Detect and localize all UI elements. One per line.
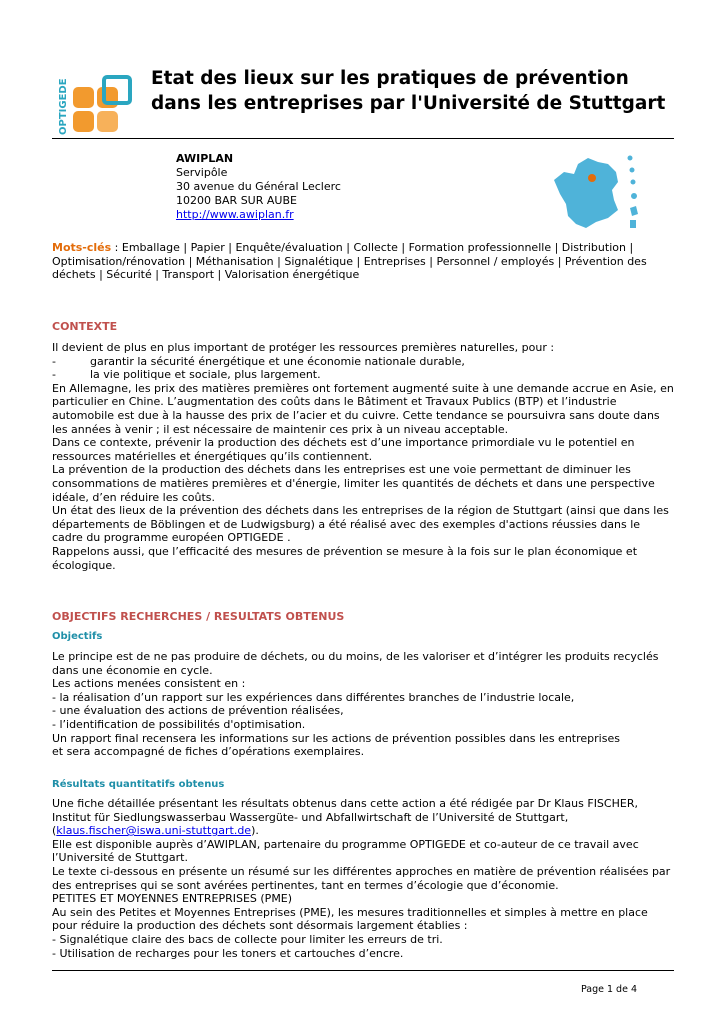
text-line: Une fiche détaillée présentant les résultats obtenus dans cette action a été rédigée par Dr Klaus FISCHER, <box>52 797 638 810</box>
text-line: automobile est due à la hausse des prix de l’acier et du cuivre. Cette tendance se poursuivra sans doute dans <box>52 408 660 422</box>
contact-block <box>176 152 341 222</box>
objectifs-text <box>52 650 678 759</box>
text-line: dans une économie en cycle. <box>52 663 213 677</box>
text-line: Institut für Siedlungswasserbau Wassergüte- und Abfallwirtschaft de l’Université de Stuttgart, <box>52 810 569 824</box>
text-line: - l’identification de possibilités d'optimisation. <box>52 717 306 731</box>
text-line: Le texte ci-dessous en présente un résumé sur les différentes approches en matière de prévention réalisées par <box>52 864 671 878</box>
text-line: Elle est disponible auprès d’AWIPLAN, partenaire du programme OPTIGEDE et co-auteur de ce travail avec <box>52 837 639 851</box>
contact-line3: 10200 BAR SUR AUBE <box>176 194 297 207</box>
contact-url-link[interactable]: http://www.awiplan.fr <box>176 208 294 221</box>
section-title-objectifs: OBJECTIFS RECHERCHES / RESULTATS OBTENUS <box>52 610 345 623</box>
text-line: - la réalisation d’un rapport sur les expériences dans différentes branches de l’industrie locale, <box>52 690 575 704</box>
text-line: Les actions menées consistent en : <box>52 677 246 691</box>
text-line: les années à venir ; il est nécessaire de maintenir ces prix à un niveau acceptable. <box>52 422 509 436</box>
keywords-block: Mots-clés : Emballage | Papier | Enquête/évaluation | Collecte | Formation professionnelle | Distribution | Optimisation/rénovation | Méthanisation | Signalétique | Entreprises | Personnel / employés | Prévention des déchets | Sécurité | Transport | Valorisation énergétique <box>52 241 647 282</box>
text-line: PETITES ET MOYENNES ENTREPRISES (PME) <box>52 892 293 906</box>
text-line: des entreprises qui se sont avérées pertinentes, tant en termes d’écologie que d’économie. <box>52 878 559 892</box>
dash-list-item: - garantir la sécurité énergétique et une économie nationale durable, <box>52 354 465 368</box>
page-number: Page 1 de 4 <box>580 984 637 995</box>
text-line: Le principe est de ne pas produire de déchets, ou du moins, de les valoriser et d’intégrer les produits recyclés <box>52 650 659 663</box>
section-title-contexte: CONTEXTE <box>52 320 118 333</box>
contact-org: AWIPLAN <box>176 152 234 165</box>
footer-divider <box>52 970 674 971</box>
text-line: idéale, d’en réduire les coûts. <box>52 490 216 504</box>
optigede-logo <box>56 73 136 139</box>
text-line: Un état des lieux de la prévention des déchets dans les entreprises de la région de Stuttgart (ainsi que dans les <box>52 504 669 518</box>
france-map-icon <box>546 152 646 232</box>
text-line: Il devient de plus en plus important de protéger les ressources premières naturelles, pour : <box>52 341 555 354</box>
text-line: La prévention de la production des déchets dans les entreprises est une voie permettant de diminuer les <box>52 463 631 477</box>
text-line: cadre du programme européen OPTIGEDE . <box>52 531 291 545</box>
email-line: (klaus.fischer@iswa.uni-stuttgart.de). <box>52 824 259 838</box>
text-line: pour réduire la production des déchets sont désormais largement établies : <box>52 919 468 933</box>
text-line: - une évaluation des actions de prévention réalisées, <box>52 704 344 718</box>
text-line: ressources matérielles et énergétiques qu’ils contiennent. <box>52 449 373 463</box>
dash-list-item: - la vie politique et sociale, plus largement. <box>52 368 321 382</box>
text-line: - Utilisation de recharges pour les toners et cartouches d’encre. <box>52 946 404 960</box>
text-line: Rappelons aussi, que l’efficacité des mesures de prévention se mesure à la fois sur le plan économique et <box>52 544 638 558</box>
text-line: consommations de matières premières et d'énergie, limiter les quantités de déchets et dans une perspective <box>52 476 655 490</box>
subtitle-resultats: Résultats quantitatifs obtenus <box>52 779 225 790</box>
text-line: Un rapport final recensera les informations sur les actions de prévention possibles dans les entreprises <box>52 731 620 745</box>
text-line: et sera accompagné de fiches d’opérations exemplaires. <box>52 745 365 759</box>
contact-line2: 30 avenue du Général Leclerc <box>176 180 341 193</box>
text-line: - Signalétique claire des bacs de collecte pour limiter les erreurs de tri. <box>52 932 443 946</box>
title-divider <box>52 138 674 139</box>
email-link[interactable]: klaus.fischer@iswa.uni-stuttgart.de <box>56 824 252 838</box>
subtitle-objectifs: Objectifs <box>52 631 103 642</box>
text-line: En Allemagne, les prix des matières premières ont fortement augmenté suite à une demande accrue en Asie, en <box>52 381 674 395</box>
text-line: écologique. <box>52 558 116 572</box>
keywords-label: Mots-clés <box>52 241 112 254</box>
text-line: départements de Böblingen et de Ludwigsburg) a été réalisé avec des exemples d'actions réussies dans le <box>52 517 641 531</box>
text-line: Dans ce contexte, prévenir la production des déchets est d’une importance primordiale vu le potentiel en <box>52 436 635 450</box>
contact-line1: Servipôle <box>176 166 228 179</box>
text-line: particulier en Chine. L’augmentation des coûts dans le Bâtiment et Travaux Publics (BTP) et l’industrie <box>52 395 617 409</box>
logo-wordmark: OPTIGEDE <box>58 78 69 135</box>
resultats-text <box>52 797 678 960</box>
page-title: Etat des lieux sur les pratiques de prévention dans les entreprises par l'Université de Stuttgart <box>151 68 666 114</box>
text-line: l’Université de Stuttgart. <box>52 851 188 865</box>
contexte-text <box>52 341 678 572</box>
text-line: Au sein des Petites et Moyennes Entreprises (PME), les mesures traditionnelles et simples à mettre en place <box>52 905 648 919</box>
